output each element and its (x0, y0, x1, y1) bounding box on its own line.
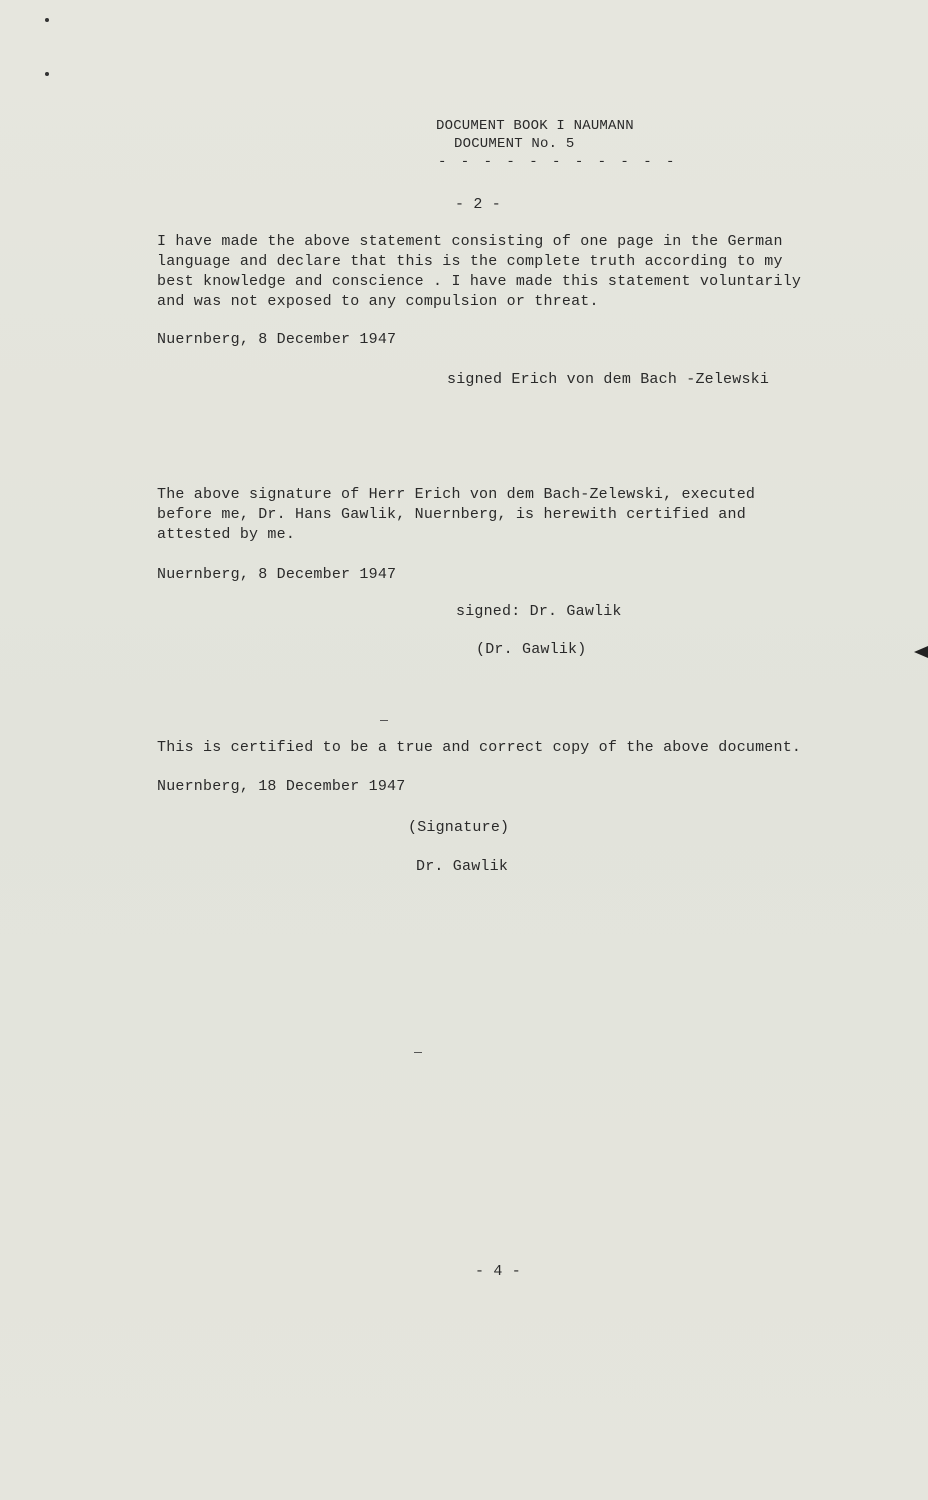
certification-line: before me, Dr. Hans Gawlik, Nuernberg, is herewith certified and (157, 506, 746, 523)
statement-signature: signed Erich von dem Bach -Zelewski (447, 371, 770, 388)
header-rule: - - - - - - - - - - - (438, 154, 678, 170)
stray-mark (414, 1052, 422, 1053)
punch-mark (45, 72, 49, 76)
certification-line: The above signature of Herr Erich von dem Bach-Zelewski, executed (157, 486, 756, 503)
document-book-title: DOCUMENT BOOK I NAUMANN (436, 118, 634, 134)
edge-arrow-icon (914, 646, 928, 658)
page-number: - 4 - (475, 1263, 522, 1280)
statement-line: language and declare that this is the complete truth according to my (157, 253, 783, 270)
statement-date: Nuernberg, 8 December 1947 (157, 331, 397, 348)
certification-signature-name: (Dr. Gawlik) (476, 641, 587, 658)
statement-line: I have made the above statement consisting of one page in the German (157, 233, 783, 250)
copy-certification-signature: (Signature) (408, 819, 510, 836)
copy-certification-date: Nuernberg, 18 December 1947 (157, 778, 406, 795)
certification-line: attested by me. (157, 526, 296, 543)
statement-line: and was not exposed to any compulsion or threat. (157, 293, 599, 310)
punch-mark (45, 18, 49, 22)
page-marker: - 2 - (455, 196, 502, 213)
statement-line: best knowledge and conscience . I have made this statement voluntarily (157, 273, 802, 290)
certification-signature: signed: Dr. Gawlik (456, 603, 622, 620)
document-number: DOCUMENT No. 5 (454, 136, 575, 152)
copy-certification-signature-name: Dr. Gawlik (416, 858, 509, 875)
certification-date: Nuernberg, 8 December 1947 (157, 566, 397, 583)
copy-certification-text: This is certified to be a true and correct copy of the above document. (157, 739, 802, 756)
stray-mark (380, 720, 388, 721)
